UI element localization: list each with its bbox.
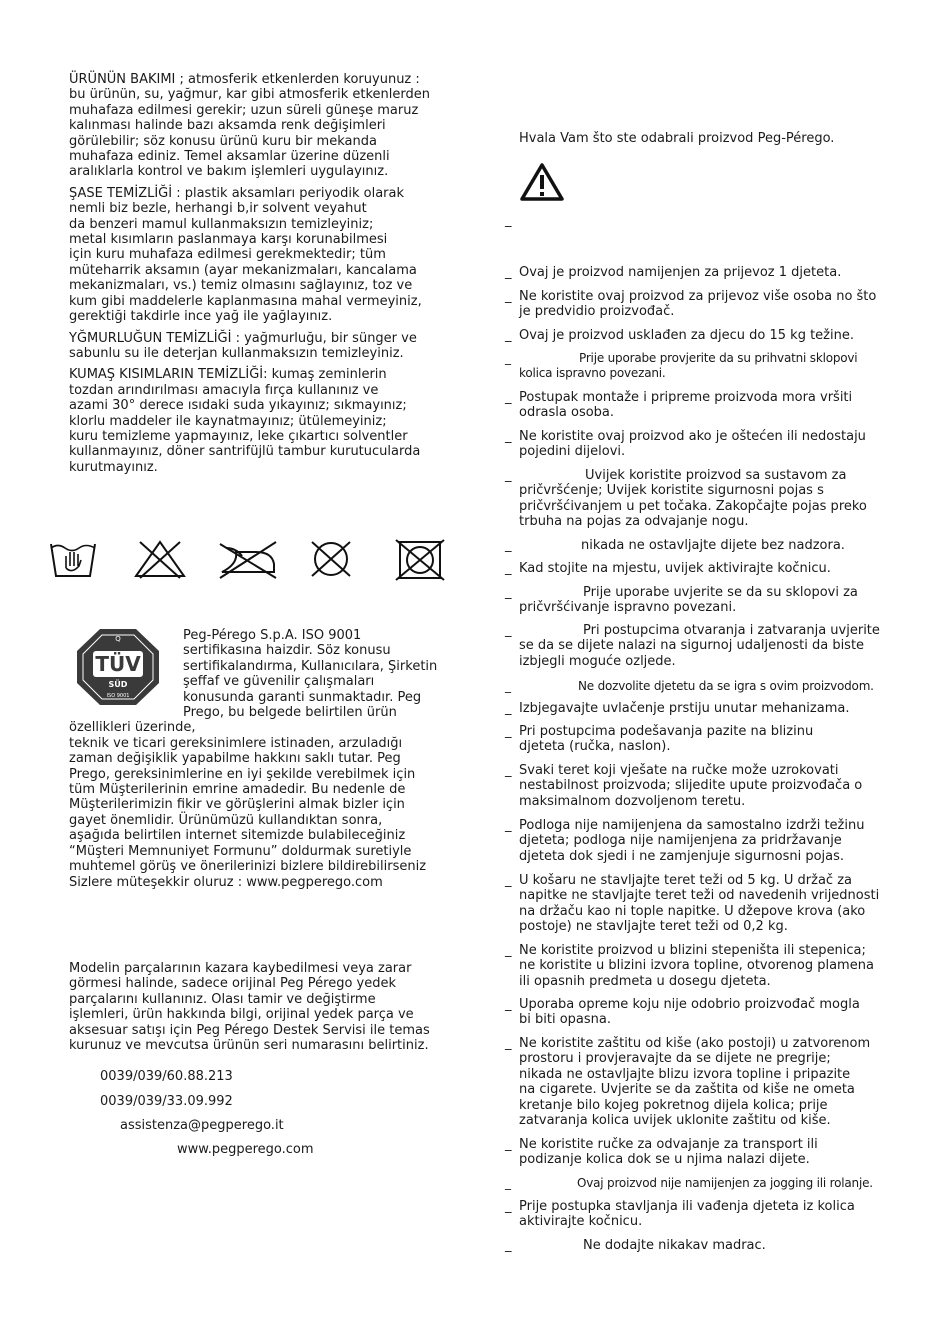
warning-item: _ U košaru ne stavljajte teret teži od 5 kg. U držač za napitke ne stavljajte teret teži od navedenih vrijednosti na držaču kao ni tople napitke. U džepove krova (ako postoje) ne stavljajte teret teži od 0,2 kg. (505, 873, 880, 935)
bullet-dash: _ (505, 1036, 512, 1051)
bullet-dash: _ (505, 429, 512, 444)
bullet-dash: _ (505, 997, 512, 1012)
support-email[interactable]: assistenza@pegperego.it (120, 1118, 284, 1133)
warning-item: _ Ne koristite ručke za odvajanje za transport ili podizanje kolica dok se u njima nalazi dijete. (505, 1137, 818, 1168)
warning-item: _ Pri postupcima podešavanja pazite na blizinu djeteta (ručka, naslon). (505, 724, 814, 755)
bullet-dash: _ (505, 701, 512, 716)
tuv-iso-text: ISO 9001 (106, 693, 130, 699)
warning-item: _ Prije uporabe provjerite da su prihvatni sklopovi kolica ispravno povezani. (505, 351, 858, 381)
warning-item: _ Ovaj je proizvod namijenjen za prijevoz 1 djeteta. (505, 265, 842, 280)
no-iron-icon (216, 538, 280, 580)
bullet-dash: _ (505, 538, 512, 553)
warning-item: _ Ne koristite ovaj proizvod ako je oštećen ili nedostaju pojedini dijelovi. (505, 429, 866, 460)
bullet-dash: _ (505, 1199, 512, 1214)
bullet-dash: _ (505, 1137, 512, 1152)
warning-item: _ Ne koristite proizvod u blizini stepeništa ili stepenica; ne koristite u blizini izvora topline, otvorenog plamena ili opasnih predmeta u dosegu djeteta. (505, 943, 874, 989)
website-link[interactable]: www.pegperego.com (177, 1142, 314, 1157)
bullet-dash: _ (505, 873, 512, 888)
care-paragraph-product: ÜRÜNÜN BAKIMI ; atmosferik etkenlerden koruyunuz : bu ürünün, su, yağmur, kar gibi atmosferik etkenlerden muhafaza edilmesi gerekir; uzun süreli güneşe maruz kalınması halinde bazı aksamda renk değişimleri görülebilir; söz konusu ürünü kuru bir mekanda muhafaza ediniz. Temel aksamlar üzerine düzenli aralıklarla kontrol ve bakım işlemleri uygulayınız. (69, 72, 430, 180)
warning-item: _ Ne koristite zaštitu od kiše (ako postoji) u zatvorenom prostoru i provjeravajte da se dijete ne pregrije; nikada ne ostavljajte blizu izvora topline i pripazite na cigarete. Uvjerite se da zaštita od kiše ne ometa kretanje bilo kojeg pokretnog dijela kolica; prije zatvaranja kolica uvijek uklonite zaštitu od kiše. (505, 1036, 871, 1129)
bullet-dash: _ (505, 390, 512, 405)
warning-item: _ Ovaj proizvod nije namijenjen za jogging ili rolanje. (505, 1176, 873, 1190)
no-dry-clean-icon (306, 538, 356, 580)
bullet-dash: _ (505, 818, 512, 833)
tuv-main-text: TÜV (95, 652, 141, 676)
certification-text: Peg-Pérego S.p.A. ISO 9001 sertifikasına haizdir. Söz konusu sertifikalandırma, Kullanıcılara, Şirketin şeffaf ve güvenilir çalışmaları konusunda garanti sunmaktadır. Peg Prego, bu belgede belirtilen ürün özellikleri üzerinde, teknik ve ticari gereksinimlere istinaden, arzuladığı zaman değişiklik yapabilme hakkını saklı tutar. Peg Prego, gereksinimlerine en iyi şekilde verebilmek için tüm Müşterilerinin emrine amadedir. Bu nedenle de Müşterilerimizin fikir ve görüşlerini almak bizler için gayet önemlidir. Ürünümüzü kullandıktan sonra, aşağıda belirtilen internet sitemizde bulabileceğiniz “Müşteri Memnuniyet Formunu” doldurmak suretiyle muhtemel görüş ve önerilerinizi bizlere bildirebilirsen​iz Sizlere müteşekkir oluruz : www.pegperego.com (69, 628, 438, 890)
warning-item: _ Uvijek koristite proizvod sa sustavom za pričvršćenje; Uvijek koristite sigurnosni pojas s pričvršćivanjem u pet točaka. Zakopčajte pojas preko trbuha na pojas za odvajanje nogu. (505, 468, 867, 530)
bullet-dash: _ (505, 943, 512, 958)
care-paragraph-chassis: ŞASE TEMİZLİĞİ : plastik aksamları periyodik olarak nemli biz bezle, herhangi b,ir solvent veyahut da benzeri mamul kullanmaksızın temizleyiniz; metal kısımların paslanmaya karşı korunabilmesi için kuru muhafaza edilmesi gerekmektedir; tüm müteharrik aksamın (ayar mekanizmaları, kancalama mekanizmaları, vs.) temiz olmasını sağlayınız, toz ve kum gibi maddelerle kaplanmasına mahal vermeyiniz, gerektiği takdirle ince yağ ile yağlayınız. (69, 185, 422, 325)
phone-number-1: 0039/039/60.88.213 (100, 1069, 233, 1084)
no-tumble-dry-icon (392, 538, 448, 582)
spare-parts-text: Modelin parçalarının kazara kaybedilmesi veya zarar görmesi halinde, sadece orijinal Peg Pérego yedek parçalarını kullanınız. Olası tamir ve değiştirme işlemleri, ürün hakkında bilgi, orijinal yedek parça ve aksesuar satışı için Peg Pérego Destek Servisi ile temas kurunuz ve mevcutsa ürünün seri numarasını belirtiniz. (69, 961, 430, 1054)
bullet-dash: _ (505, 213, 512, 228)
warning-item: _ Ne dodajte nikakav madrac. (505, 1238, 766, 1253)
warning-item: _ Ne dozvolite djetetu da se igra s ovim proizvodom. (505, 679, 874, 693)
warning-item: _ Izbjegavajte uvlačenje prstiju unutar mehanizama. (505, 701, 850, 716)
spare-parts-section (69, 961, 461, 1053)
bullet-dash: _ (505, 468, 512, 483)
hand-wash-icon (48, 538, 98, 580)
warning-item: _ Uporaba opreme koju nije odobrio proizvođač mogla bi biti opasna. (505, 997, 860, 1028)
bullet-dash: _ (505, 289, 512, 304)
bullet-dash: _ (505, 1238, 512, 1253)
certification-section (69, 628, 461, 890)
warnings-section (505, 0, 910, 1330)
bullet-dash: _ (505, 351, 511, 365)
warning-item: _ Svaki teret koji vješate na ručke može uzrokovati nestabilnost proizvoda; slijedite upute proizvođača o maksimalnom dozvoljenom teretu. (505, 763, 863, 809)
phone-number-2: 0039/039/33.09.992 (100, 1094, 233, 1109)
warning-item: _ Kad stojite na mjestu, uvijek aktivirajte kočnicu. (505, 561, 831, 576)
bullet-dash: _ (505, 763, 512, 778)
bullet-dash: _ (505, 328, 512, 343)
bullet-dash: _ (505, 585, 512, 600)
care-symbols (48, 538, 458, 582)
warning-item: _ Ovaj je proizvod usklađen za djecu do 15 kg težine. (505, 328, 854, 343)
warning-item: _ Ne koristite ovaj proizvod za prijevoz više osoba no što je predvidio proizvođač. (505, 289, 877, 320)
thanks-message: Hvala Vam što ste odabrali proizvod Peg-Pérego. (519, 131, 835, 146)
care-section (69, 72, 461, 481)
care-paragraph-raincover: YĞMURLUĞUN TEMİZLİĞİ : yağmurluğu, bir sünger ve sabunlu su ile deterjan kullanmaksızın temizleyiniz. (69, 330, 417, 361)
care-paragraph-fabric: KUMAŞ KISIMLARIN TEMİZLİĞİ: kumaş zeminlerin tozdan arındırılması amacıyla fırça kullanınız ve azami 30° derece ısıdaki suda yıkayınız; sıkmayınız; klorlu maddeler ile kaynatmayınız; ütülemeyiniz; kuru temizleme yapmayınız, leke çıkartıcı solventler kullanmayınız, döner santrifüjlü tambur kurutucularda kurutmayınız. (69, 367, 421, 475)
warning-item: _ Prije uporabe uvjerite se da su sklopovi za pričvršćivanje ispravno povezani. (505, 585, 858, 616)
bullet-dash: _ (505, 1176, 511, 1190)
warning-item: _ Podloga nije namijenjena da samostalno izdrži težinu djeteta; podloga nije namijenjena za pridržavanje djeteta dok sjedi i ne zamjenjuje sigurnosni pojas. (505, 818, 865, 864)
tuv-sud-text: SÜD (108, 680, 128, 689)
warning-item: _ Pri postupcima otvaranja i zatvaranja uvjerite se da se dijete nalazi na sigurnoj udaljenosti da biste izbjegli moguće ozljede. (505, 623, 880, 669)
bullet-dash: _ (505, 623, 512, 638)
bullet-dash: _ (505, 561, 512, 576)
bullet-dash: _ (505, 724, 512, 739)
warning-item: _ nikada ne ostavljajte dijete bez nadzora. (505, 538, 845, 553)
bullet-dash: _ (505, 679, 511, 693)
no-bleach-icon (132, 538, 188, 580)
bullet-dash: _ (505, 265, 512, 280)
tuv-q-text: Q (115, 635, 121, 643)
warning-item: _ Prije postupka stavljanja ili vađenja djeteta iz kolica aktivirajte kočnicu. (505, 1199, 855, 1230)
warning-item: _ Postupak montaže i pripreme proizvoda mora vršiti odrasla osoba. (505, 390, 853, 421)
warning-triangle-icon (519, 162, 565, 202)
